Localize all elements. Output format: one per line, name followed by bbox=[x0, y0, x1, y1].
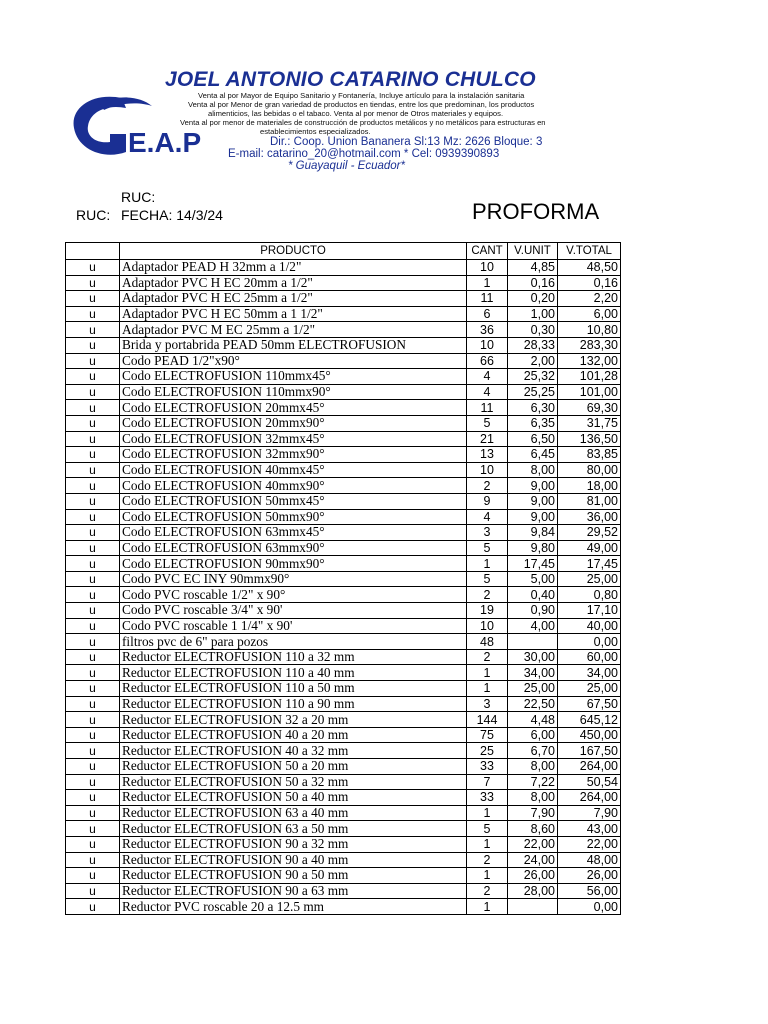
cell-quantity: 21 bbox=[467, 431, 508, 447]
cell-unit-price: 1,00 bbox=[508, 306, 558, 322]
cell-total: 17,10 bbox=[558, 603, 621, 619]
table-row bbox=[66, 384, 621, 400]
table-row bbox=[66, 743, 621, 759]
cell-total: 0,16 bbox=[558, 275, 621, 291]
cell-total: 67,50 bbox=[558, 696, 621, 712]
table-row bbox=[66, 431, 621, 447]
cell-total: 48,50 bbox=[558, 260, 621, 276]
cell-total: 69,30 bbox=[558, 400, 621, 416]
cell-total: 0,80 bbox=[558, 587, 621, 603]
cell-total: 645,12 bbox=[558, 712, 621, 728]
cell-total: 0,00 bbox=[558, 899, 621, 915]
cell-total: 25,00 bbox=[558, 571, 621, 587]
cell-unit: u bbox=[66, 353, 120, 369]
cell-quantity: 10 bbox=[467, 337, 508, 353]
cell-quantity: 66 bbox=[467, 353, 508, 369]
cell-quantity: 2 bbox=[467, 649, 508, 665]
cell-product: Codo PVC roscable 1/2" x 90° bbox=[120, 587, 467, 603]
cell-unit-price: 4,00 bbox=[508, 618, 558, 634]
cell-unit: u bbox=[66, 603, 120, 619]
table-row bbox=[66, 665, 621, 681]
cell-unit: u bbox=[66, 384, 120, 400]
cell-unit-price: 9,00 bbox=[508, 493, 558, 509]
cell-unit: u bbox=[66, 665, 120, 681]
cell-total: 26,00 bbox=[558, 868, 621, 884]
cell-product: Reductor ELECTROFUSION 63 a 50 mm bbox=[120, 821, 467, 837]
cell-unit-price: 4,85 bbox=[508, 260, 558, 276]
table-row bbox=[66, 774, 621, 790]
cell-unit: u bbox=[66, 852, 120, 868]
cell-unit: u bbox=[66, 774, 120, 790]
table-row bbox=[66, 618, 621, 634]
cell-product: Reductor ELECTROFUSION 110 a 90 mm bbox=[120, 696, 467, 712]
cell-product: Reductor ELECTROFUSION 40 a 32 mm bbox=[120, 743, 467, 759]
cell-quantity: 10 bbox=[467, 618, 508, 634]
cell-unit-price: 8,60 bbox=[508, 821, 558, 837]
header-unit-price: V.UNIT bbox=[508, 243, 558, 260]
cell-unit-price: 7,90 bbox=[508, 805, 558, 821]
cell-product: Reductor ELECTROFUSION 50 a 20 mm bbox=[120, 759, 467, 775]
cell-unit: u bbox=[66, 712, 120, 728]
cell-unit: u bbox=[66, 883, 120, 899]
cell-unit-price: 8,00 bbox=[508, 462, 558, 478]
cell-quantity: 2 bbox=[467, 587, 508, 603]
cell-quantity: 11 bbox=[467, 291, 508, 307]
cell-quantity: 2 bbox=[467, 852, 508, 868]
cell-unit: u bbox=[66, 462, 120, 478]
cell-product: Reductor ELECTROFUSION 90 a 40 mm bbox=[120, 852, 467, 868]
cell-unit: u bbox=[66, 337, 120, 353]
cell-product: Reductor ELECTROFUSION 110 a 50 mm bbox=[120, 681, 467, 697]
company-location: * Guayaquil - Ecuador* bbox=[288, 160, 405, 172]
cell-unit: u bbox=[66, 478, 120, 494]
cell-total: 101,28 bbox=[558, 369, 621, 385]
cell-quantity: 33 bbox=[467, 790, 508, 806]
cell-total: 6,00 bbox=[558, 306, 621, 322]
cell-unit-price: 5,00 bbox=[508, 571, 558, 587]
header-product: PRODUCTO bbox=[120, 243, 467, 260]
cell-quantity: 1 bbox=[467, 868, 508, 884]
cell-unit-price: 2,00 bbox=[508, 353, 558, 369]
cell-total: 136,50 bbox=[558, 431, 621, 447]
cell-quantity: 1 bbox=[467, 275, 508, 291]
cell-unit: u bbox=[66, 649, 120, 665]
cell-unit-price: 6,45 bbox=[508, 447, 558, 463]
cell-unit-price: 28,33 bbox=[508, 337, 558, 353]
cell-unit: u bbox=[66, 618, 120, 634]
header-unit bbox=[66, 243, 120, 260]
cell-product: Reductor ELECTROFUSION 50 a 40 mm bbox=[120, 790, 467, 806]
cell-unit: u bbox=[66, 836, 120, 852]
cell-unit: u bbox=[66, 540, 120, 556]
table-row bbox=[66, 821, 621, 837]
cell-product: Reductor PVC roscable 20 a 12.5 mm bbox=[120, 899, 467, 915]
cell-total: 80,00 bbox=[558, 462, 621, 478]
header-quantity: CANT bbox=[467, 243, 508, 260]
cell-unit: u bbox=[66, 306, 120, 322]
cell-product: Codo ELECTROFUSION 32mmx45° bbox=[120, 431, 467, 447]
cell-unit-price: 9,00 bbox=[508, 478, 558, 494]
cell-unit-price: 25,00 bbox=[508, 681, 558, 697]
cell-unit-price: 0,16 bbox=[508, 275, 558, 291]
cell-unit-price bbox=[508, 634, 558, 650]
cell-product: Reductor ELECTROFUSION 110 a 40 mm bbox=[120, 665, 467, 681]
cell-total: 264,00 bbox=[558, 790, 621, 806]
table-row bbox=[66, 899, 621, 915]
table-row bbox=[66, 306, 621, 322]
cell-quantity: 2 bbox=[467, 883, 508, 899]
cell-unit: u bbox=[66, 493, 120, 509]
table-row bbox=[66, 400, 621, 416]
table-row bbox=[66, 322, 621, 338]
cell-total: 101,00 bbox=[558, 384, 621, 400]
cell-total: 167,50 bbox=[558, 743, 621, 759]
table-row bbox=[66, 478, 621, 494]
cell-unit: u bbox=[66, 681, 120, 697]
company-name: JOEL ANTONIO CATARINO CHULCO bbox=[165, 68, 536, 91]
cell-quantity: 3 bbox=[467, 525, 508, 541]
business-description-line: Venta al por menor de materiales de construcción de productos metálicos y no metálicos para estructuras en bbox=[180, 118, 546, 127]
cell-unit-price: 0,90 bbox=[508, 603, 558, 619]
table-row bbox=[66, 603, 621, 619]
cell-total: 22,00 bbox=[558, 836, 621, 852]
products-table bbox=[65, 242, 621, 915]
cell-product: Reductor ELECTROFUSION 90 a 63 mm bbox=[120, 883, 467, 899]
cell-product: filtros pvc de 6" para pozos bbox=[120, 634, 467, 650]
table-row bbox=[66, 883, 621, 899]
cell-unit-price: 25,32 bbox=[508, 369, 558, 385]
cell-total: 18,00 bbox=[558, 478, 621, 494]
cell-quantity: 5 bbox=[467, 415, 508, 431]
cell-unit: u bbox=[66, 821, 120, 837]
table-row bbox=[66, 415, 621, 431]
cell-unit: u bbox=[66, 291, 120, 307]
cell-quantity: 1 bbox=[467, 805, 508, 821]
cell-unit: u bbox=[66, 727, 120, 743]
cell-unit-price: 0,40 bbox=[508, 587, 558, 603]
cell-unit: u bbox=[66, 275, 120, 291]
cell-quantity: 36 bbox=[467, 322, 508, 338]
cell-unit-price: 22,50 bbox=[508, 696, 558, 712]
cell-unit: u bbox=[66, 369, 120, 385]
cell-total: 7,90 bbox=[558, 805, 621, 821]
cell-quantity: 144 bbox=[467, 712, 508, 728]
cell-total: 25,00 bbox=[558, 681, 621, 697]
cell-unit-price: 9,80 bbox=[508, 540, 558, 556]
cell-unit: u bbox=[66, 400, 120, 416]
cell-unit-price: 4,48 bbox=[508, 712, 558, 728]
cell-unit-price: 26,00 bbox=[508, 868, 558, 884]
cell-product: Codo PVC roscable 3/4" x 90' bbox=[120, 603, 467, 619]
table-row bbox=[66, 790, 621, 806]
cell-product: Adaptador PVC H EC 25mm a 1/2" bbox=[120, 291, 467, 307]
cell-unit: u bbox=[66, 743, 120, 759]
cell-product: Codo ELECTROFUSION 50mmx45° bbox=[120, 493, 467, 509]
cell-product: Codo ELECTROFUSION 20mmx45° bbox=[120, 400, 467, 416]
cell-unit: u bbox=[66, 447, 120, 463]
cell-unit: u bbox=[66, 696, 120, 712]
table-row bbox=[66, 353, 621, 369]
cell-total: 132,00 bbox=[558, 353, 621, 369]
cell-unit-price: 6,70 bbox=[508, 743, 558, 759]
business-description-line: alimenticios, las bebidas o el tabaco. Venta al por menor de Otros materiales y equipos. bbox=[208, 109, 504, 118]
cell-unit-price: 0,20 bbox=[508, 291, 558, 307]
cell-product: Codo ELECTROFUSION 110mmx90° bbox=[120, 384, 467, 400]
cell-quantity: 4 bbox=[467, 384, 508, 400]
cell-total: 34,00 bbox=[558, 665, 621, 681]
cell-unit: u bbox=[66, 431, 120, 447]
cell-unit-price: 24,00 bbox=[508, 852, 558, 868]
cell-unit-price: 28,00 bbox=[508, 883, 558, 899]
cell-product: Adaptador PVC M EC 25mm a 1/2" bbox=[120, 322, 467, 338]
table-body bbox=[66, 260, 621, 915]
cell-unit-price: 34,00 bbox=[508, 665, 558, 681]
cell-unit-price bbox=[508, 899, 558, 915]
table-row bbox=[66, 587, 621, 603]
cell-quantity: 2 bbox=[467, 478, 508, 494]
cell-unit-price: 25,25 bbox=[508, 384, 558, 400]
table-row bbox=[66, 712, 621, 728]
cell-product: Codo PEAD 1/2"x90° bbox=[120, 353, 467, 369]
cell-unit-price: 6,35 bbox=[508, 415, 558, 431]
table-row bbox=[66, 556, 621, 572]
date-field: FECHA: 14/3/24 bbox=[121, 207, 223, 223]
cell-product: Adaptador PVC H EC 50mm a 1 1/2" bbox=[120, 306, 467, 322]
cell-unit: u bbox=[66, 260, 120, 276]
header-total: V.TOTAL bbox=[558, 243, 621, 260]
cell-quantity: 25 bbox=[467, 743, 508, 759]
cell-quantity: 9 bbox=[467, 493, 508, 509]
table-row bbox=[66, 696, 621, 712]
cell-product: Codo ELECTROFUSION 63mmx90° bbox=[120, 540, 467, 556]
cell-product: Reductor ELECTROFUSION 110 a 32 mm bbox=[120, 649, 467, 665]
cell-quantity: 19 bbox=[467, 603, 508, 619]
table-row bbox=[66, 260, 621, 276]
table-row bbox=[66, 571, 621, 587]
cell-unit: u bbox=[66, 759, 120, 775]
table-row bbox=[66, 493, 621, 509]
cell-unit-price: 7,22 bbox=[508, 774, 558, 790]
cell-unit-price: 6,30 bbox=[508, 400, 558, 416]
cell-quantity: 5 bbox=[467, 821, 508, 837]
logo-text: E.A.P bbox=[128, 127, 202, 158]
cell-total: 2,20 bbox=[558, 291, 621, 307]
cell-total: 264,00 bbox=[558, 759, 621, 775]
cell-quantity: 5 bbox=[467, 571, 508, 587]
business-description-line: Venta al por Mayor de Equipo Sanitario y Fontanería, Incluye artículo para la instalación sanitaria bbox=[198, 91, 525, 100]
cell-unit-price: 8,00 bbox=[508, 759, 558, 775]
cell-quantity: 4 bbox=[467, 509, 508, 525]
cell-product: Codo ELECTROFUSION 110mmx45° bbox=[120, 369, 467, 385]
cell-unit-price: 6,50 bbox=[508, 431, 558, 447]
table-row bbox=[66, 868, 621, 884]
table-row bbox=[66, 852, 621, 868]
table-row bbox=[66, 540, 621, 556]
cell-quantity: 11 bbox=[467, 400, 508, 416]
cell-total: 36,00 bbox=[558, 509, 621, 525]
cell-unit-price: 22,00 bbox=[508, 836, 558, 852]
cell-total: 48,00 bbox=[558, 852, 621, 868]
cell-total: 17,45 bbox=[558, 556, 621, 572]
cell-product: Reductor ELECTROFUSION 40 a 20 mm bbox=[120, 727, 467, 743]
cell-total: 29,52 bbox=[558, 525, 621, 541]
cell-product: Reductor ELECTROFUSION 50 a 32 mm bbox=[120, 774, 467, 790]
cell-total: 10,80 bbox=[558, 322, 621, 338]
cell-product: Codo ELECTROFUSION 32mmx90° bbox=[120, 447, 467, 463]
business-description-line: establecimientos especializados. bbox=[260, 127, 371, 136]
cell-product: Codo ELECTROFUSION 63mmx45° bbox=[120, 525, 467, 541]
cell-quantity: 1 bbox=[467, 836, 508, 852]
table-header-row bbox=[66, 243, 621, 260]
cell-product: Adaptador PEAD H 32mm a 1/2" bbox=[120, 260, 467, 276]
cell-unit-price: 6,00 bbox=[508, 727, 558, 743]
logo-swoosh bbox=[74, 97, 126, 155]
cell-total: 56,00 bbox=[558, 883, 621, 899]
cell-unit: u bbox=[66, 868, 120, 884]
company-address: Dir.: Coop. Union Bananera Sl:13 Mz: 2626 Bloque: 3 bbox=[270, 136, 543, 148]
table-row bbox=[66, 759, 621, 775]
cell-product: Codo ELECTROFUSION 90mmx90° bbox=[120, 556, 467, 572]
cell-quantity: 6 bbox=[467, 306, 508, 322]
cell-total: 0,00 bbox=[558, 634, 621, 650]
cell-product: Codo PVC EC INY 90mmx90° bbox=[120, 571, 467, 587]
cell-quantity: 3 bbox=[467, 696, 508, 712]
cell-unit-price: 9,84 bbox=[508, 525, 558, 541]
cell-product: Codo ELECTROFUSION 40mmx90° bbox=[120, 478, 467, 494]
table-row bbox=[66, 275, 621, 291]
cell-unit: u bbox=[66, 634, 120, 650]
cell-quantity: 1 bbox=[467, 899, 508, 915]
cell-quantity: 10 bbox=[467, 260, 508, 276]
cell-unit-price: 8,00 bbox=[508, 790, 558, 806]
cell-total: 83,85 bbox=[558, 447, 621, 463]
cell-unit: u bbox=[66, 509, 120, 525]
cell-quantity: 1 bbox=[467, 681, 508, 697]
cell-total: 43,00 bbox=[558, 821, 621, 837]
cell-product: Brida y portabrida PEAD 50mm ELECTROFUSION bbox=[120, 337, 467, 353]
cell-product: Reductor ELECTROFUSION 32 a 20 mm bbox=[120, 712, 467, 728]
table-row bbox=[66, 369, 621, 385]
cell-unit: u bbox=[66, 322, 120, 338]
cell-total: 283,30 bbox=[558, 337, 621, 353]
cell-total: 50,54 bbox=[558, 774, 621, 790]
table-row bbox=[66, 836, 621, 852]
table-row bbox=[66, 447, 621, 463]
table-row bbox=[66, 525, 621, 541]
table-row bbox=[66, 681, 621, 697]
ruc-label: RUC: bbox=[121, 189, 156, 205]
cell-quantity: 7 bbox=[467, 774, 508, 790]
cell-product: Reductor ELECTROFUSION 63 a 40 mm bbox=[120, 805, 467, 821]
cell-unit: u bbox=[66, 587, 120, 603]
table-row bbox=[66, 727, 621, 743]
cell-quantity: 5 bbox=[467, 540, 508, 556]
cell-product: Reductor ELECTROFUSION 90 a 50 mm bbox=[120, 868, 467, 884]
table-row bbox=[66, 509, 621, 525]
cell-quantity: 33 bbox=[467, 759, 508, 775]
cell-quantity: 48 bbox=[467, 634, 508, 650]
cell-total: 31,75 bbox=[558, 415, 621, 431]
cell-product: Codo PVC roscable 1 1/4" x 90' bbox=[120, 618, 467, 634]
company-contact: E-mail: catarino_20@hotmail.com * Cel: 0939390893 bbox=[228, 148, 500, 160]
table-row bbox=[66, 462, 621, 478]
cell-unit: u bbox=[66, 899, 120, 915]
cell-unit-price: 0,30 bbox=[508, 322, 558, 338]
cell-total: 81,00 bbox=[558, 493, 621, 509]
cell-product: Codo ELECTROFUSION 20mmx90° bbox=[120, 415, 467, 431]
cell-total: 60,00 bbox=[558, 649, 621, 665]
document-title: PROFORMA bbox=[472, 199, 600, 224]
cell-unit: u bbox=[66, 571, 120, 587]
cell-total: 450,00 bbox=[558, 727, 621, 743]
cell-product: Reductor ELECTROFUSION 90 a 32 mm bbox=[120, 836, 467, 852]
cell-quantity: 13 bbox=[467, 447, 508, 463]
cell-total: 40,00 bbox=[558, 618, 621, 634]
cell-unit: u bbox=[66, 415, 120, 431]
cell-unit-price: 30,00 bbox=[508, 649, 558, 665]
cell-quantity: 1 bbox=[467, 556, 508, 572]
ruc-label: RUC: bbox=[76, 207, 111, 223]
table-row bbox=[66, 337, 621, 353]
cell-unit: u bbox=[66, 805, 120, 821]
cell-quantity: 4 bbox=[467, 369, 508, 385]
cell-quantity: 1 bbox=[467, 665, 508, 681]
cell-quantity: 10 bbox=[467, 462, 508, 478]
cell-product: Codo ELECTROFUSION 40mmx45° bbox=[120, 462, 467, 478]
cell-total: 49,00 bbox=[558, 540, 621, 556]
cell-product: Adaptador PVC H EC 20mm a 1/2" bbox=[120, 275, 467, 291]
table-row bbox=[66, 805, 621, 821]
cell-product: Codo ELECTROFUSION 50mmx90° bbox=[120, 509, 467, 525]
cell-unit-price: 17,45 bbox=[508, 556, 558, 572]
cell-quantity: 75 bbox=[467, 727, 508, 743]
business-description-line: Venta al por Menor de gran variedad de productos en tiendas, entre los que predominan, los productos bbox=[188, 100, 535, 109]
cell-unit: u bbox=[66, 790, 120, 806]
cell-unit: u bbox=[66, 556, 120, 572]
table-row bbox=[66, 634, 621, 650]
table-row bbox=[66, 291, 621, 307]
table-row bbox=[66, 649, 621, 665]
cell-unit: u bbox=[66, 525, 120, 541]
cell-unit-price: 9,00 bbox=[508, 509, 558, 525]
